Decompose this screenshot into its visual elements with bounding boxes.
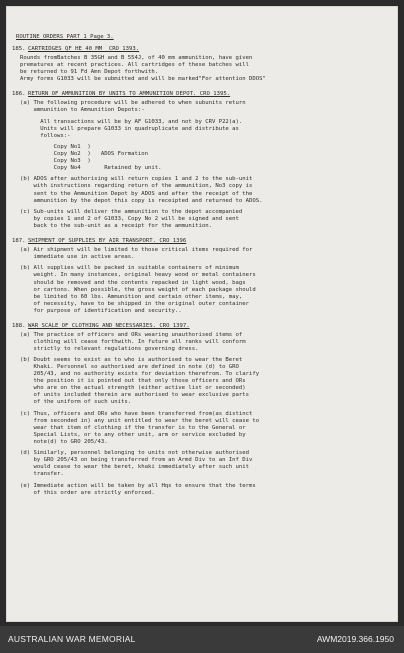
body-line: would cease to wear the beret, khaki immediately after such unit <box>20 464 250 471</box>
body-line: (a) Air shipment will be limited to those critical items required for <box>20 247 253 254</box>
footer-bar <box>0 626 404 653</box>
body-line: (c) Sub-units will deliver the ammunition to the depot accompanied <box>20 208 243 215</box>
body-line: with instructions regarding return of the ammunition, No3 copy is <box>20 183 253 190</box>
section-title: SHIPMENT OF SUPPLIES BY AIR TRANSPORT. CRO 1396 <box>28 238 187 245</box>
body-line: of this order are strictly enforced. <box>20 489 155 496</box>
body-line: All transactions will be by AF G1033, and not by CRV P22(a). <box>20 118 243 125</box>
body-line: (d) Similarly, personnel belonging to units not otherwise authorised <box>20 450 250 457</box>
body-line: transfer. <box>20 471 64 478</box>
body-line: of units included therein are authorised to wear exclusive parts <box>20 392 250 399</box>
page-heading: ROUTINE ORDERS PART 1 Page 3. <box>16 34 114 40</box>
body-line: of necessity, have to be shipped in the original outer container <box>20 300 250 307</box>
body-line: for purpose of identification and security.. <box>20 307 182 314</box>
section-title: WAR SCALE OF CLOTHING AND NECESSARIES. CRO 1397. <box>28 322 190 329</box>
body-line: Copy No4 Retained by unit. <box>20 165 162 172</box>
body-line: strictly to relevant regulations governing dress. <box>20 345 199 352</box>
body-line: Units will prepare G1033 in quadruplicate and distribute as <box>20 125 239 132</box>
body-line: Special Lists, or to any other unit, arm or service excluded by <box>20 431 246 438</box>
footer-institution: AUSTRALIAN WAR MEMORIAL <box>8 634 136 644</box>
body-line: back to the sub-unit as a receipt for the ammunition. <box>20 222 212 229</box>
body-line: (a) The following procedure will be adhered to when subunits return <box>20 100 246 107</box>
body-line: who are on the actual strength (either active list or seconded) <box>20 385 246 392</box>
body-line: Army forms G1033 will be submitted and will be marked"For attention DDOS" <box>20 76 266 83</box>
body-line: wear that item of clothing if the transfer is to the General or <box>20 424 246 431</box>
body-line: of the uniform of such units. <box>20 399 132 406</box>
body-line: prematures at recent practices. All cartridges of these batches will <box>20 62 250 69</box>
section-number: 185. <box>12 46 26 52</box>
body-line: from seconded in) any unit entitled to wear the beret will cease to <box>20 417 260 424</box>
body-line: should be removed and the contents repacked in light wood, bags <box>20 279 246 286</box>
body-line: by copies 1 and 2 of G1033, Copy No 2 will be signed and sent <box>20 215 239 222</box>
body-line: be returned to 91 Fd Amn Depot forthwith. <box>20 69 159 76</box>
body-line: follows:- <box>20 132 71 139</box>
footer-accession-id: AWM2019.366.1950 <box>316 634 394 644</box>
section-title: CARTRIDGES QF HE 40 MM CRO 1393. <box>28 46 140 52</box>
body-line: (b) Doubt seems to exist as to who is authorised to wear the Beret <box>20 357 243 364</box>
body-line: Copy No2 ) ADOS Formation <box>20 151 148 158</box>
body-line: Copy No3 ) <box>20 158 91 165</box>
body-line: be limited to 60 lbs. Ammunition and certain other items, may, <box>20 293 243 300</box>
body-line: note(d) to GRO 205/43. <box>20 438 108 445</box>
body-line: ammunition to Ammunition Depots:- <box>20 107 145 114</box>
section-title: RETURN OF AMMUNITION BY UNITS TO AMMUNITION DEPOT. CRO 1395. <box>28 91 231 98</box>
body-line: Rounds fromBatches B 35GH and B 554J, of 40 mm ammunition, have given <box>20 55 253 62</box>
body-line: (b) All supplies will be packed in suitable containers of minimum <box>20 265 239 272</box>
body-line: immediate use in active areas. <box>20 254 135 261</box>
body-line: 205/43, and no authority exists for deviation therefrom. To clarify <box>20 371 260 378</box>
body-line: by GRO 205/43 on being transferred from an Armd Div to an Inf Div <box>20 457 253 464</box>
section-number: 186. <box>12 91 26 98</box>
body-line: or cartons. When possible, the gross weight of each package should <box>20 286 256 293</box>
body-line: the position it is pointed out that only those officers and ORs <box>20 378 246 385</box>
body-line: clothing will cease forthwith. In future all ranks will conform <box>20 338 246 345</box>
section-number: 188. <box>12 322 26 329</box>
body-line: (c) Thus, officers and ORs who have been transferred from(as distinct <box>20 410 253 417</box>
body-line: sent to the Ammunition Depot by ADOS and after the receipt of the <box>20 190 253 197</box>
body-line: (b) ADOS after authorising will return copies 1 and 2 to the sub-unit <box>20 176 253 183</box>
body-line: (a) The practice of officers and ORs wearing unauthorised items of <box>20 331 243 338</box>
document-page <box>6 6 398 622</box>
body-line: (e) Immediate action will be taken by all Hqs to ensure that the terms <box>20 482 256 489</box>
body-line: Copy No1 ) <box>20 144 91 150</box>
body-line: Khaki. Personnel so authorised are defined in note (d) to GRO <box>20 364 239 371</box>
section-number: 187. <box>12 238 26 245</box>
body-line: weight. In many instances, original heavy wood or metal containers <box>20 272 256 279</box>
body-line: ammunition by the depot this copy is receipted and returned to ADOS. <box>20 197 263 204</box>
